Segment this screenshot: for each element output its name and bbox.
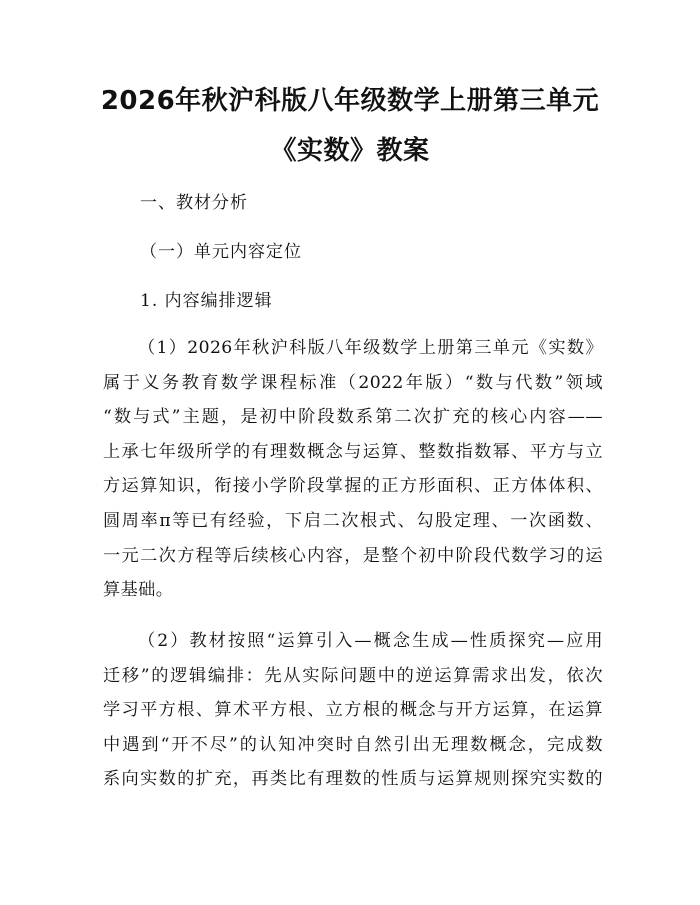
paragraph-1-line: 方运算知识，衔接小学阶段掌握的正方形面积、正方体体积、 bbox=[103, 476, 603, 497]
paragraph-1-line: 一元二次方程等后续核心内容，是整个初中阶段代数学习的运 bbox=[103, 545, 603, 566]
paragraph-2 bbox=[103, 624, 603, 797]
paragraph-2-line: （2）教材按照“运算引入—概念生成—性质探究—应用 bbox=[138, 631, 603, 651]
document-title-line-1: 2026年秋沪科版八年级数学上册第三单元 bbox=[100, 86, 600, 116]
subsection-heading-unit-positioning: （一）单元内容定位 bbox=[140, 242, 302, 262]
section-heading-textbook-analysis: 一、教材分析 bbox=[140, 193, 248, 213]
paragraph-1-line: 算基础。 bbox=[103, 580, 174, 601]
paragraph-2-line: 系向实数的扩充，再类比有理数的性质与运算规则探究实数的 bbox=[103, 769, 603, 790]
paragraph-1-line: 圆周率π等已有经验，下启二次根式、勾股定理、一次函数、 bbox=[103, 510, 603, 531]
subsubsection-heading-content-logic: 1. 内容编排逻辑 bbox=[140, 291, 273, 311]
paragraph-1-line: 属于义务教育数学课程标准（2022年版）“数与代数”领域 bbox=[103, 372, 603, 393]
paragraph-1-line: “数与式”主题，是初中阶段数系第二次扩充的核心内容—— bbox=[103, 407, 603, 428]
paragraph-2-line: 中遇到“开不尽”的认知冲突时自然引出无理数概念，完成数 bbox=[103, 734, 603, 755]
paragraph-1-line: （1）2026年秋沪科版八年级数学上册第三单元《实数》 bbox=[138, 338, 603, 358]
paragraph-1 bbox=[103, 331, 603, 608]
document-title-line-2: 《实数》教案 bbox=[270, 136, 430, 166]
paragraph-1-line: 上承七年级所学的有理数概念与运算、整数指数幂、平方与立 bbox=[103, 441, 603, 462]
paragraph-2-line: 迁移”的逻辑编排：先从实际问题中的逆运算需求出发，依次 bbox=[103, 665, 603, 686]
paragraph-2-line: 学习平方根、算术平方根、立方根的概念与开方运算，在运算 bbox=[103, 700, 603, 721]
